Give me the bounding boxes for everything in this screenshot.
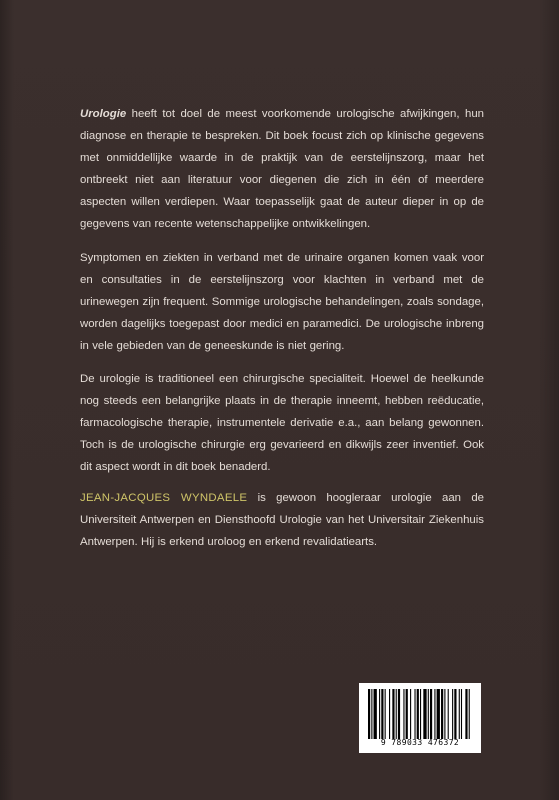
- barcode-bar: [420, 689, 421, 739]
- barcode-bar: [454, 689, 456, 739]
- barcode-bar: [434, 689, 435, 739]
- barcode-bar: [381, 689, 383, 739]
- barcode-bar: [417, 689, 419, 739]
- barcode-bar: [461, 689, 462, 739]
- barcode-panel: [359, 683, 481, 753]
- barcode-bar: [385, 689, 386, 739]
- author-bio-paragraph: [80, 487, 484, 553]
- barcode-bar: [430, 689, 432, 739]
- barcode-bar: [448, 689, 449, 739]
- book-title: Urologie: [80, 108, 127, 120]
- barcode-bar: [379, 689, 380, 739]
- author-name: JEAN-JACQUES WYNDAELE: [80, 492, 248, 504]
- barcode-bar: [410, 689, 411, 739]
- barcode-bar: [459, 689, 460, 739]
- barcode-bar: [371, 689, 372, 739]
- barcode-bar: [392, 689, 394, 739]
- barcode-bar: [437, 689, 440, 739]
- barcode-bar: [452, 689, 453, 739]
- barcode-bar: [423, 689, 426, 739]
- barcode-bar: [465, 689, 467, 739]
- surgery-paragraph: De urologie is traditioneel een chirurgische specialiteit. Hoewel de heelkunde nog steeds een belangrijke plaats in de therapie inneemt, hebben reëducatie, farmacologische therapie, instrumentele derivatie e.a., aan belang gewonnen. Toch is de urologische chirurgie erg gevarieerd en dikwijls zeer inventief. Ook dit aspect wordt in dit boek benaderd.: [80, 373, 484, 473]
- barcode-bar: [396, 689, 397, 739]
- barcode-bar: [469, 689, 470, 739]
- author-bio-text: is gewoon hoogleraar urologie aan de Universiteit Antwerpen en Diensthoofd Urologie van het Universitair Ziekenhuis Antwerpen. Hij is erkend uroloog en erkend revalidatiearts.: [80, 492, 484, 548]
- barcode-icon: [368, 689, 472, 739]
- barcode-bar: [368, 689, 370, 739]
- barcode-bar: [406, 689, 408, 739]
- barcode-bar: [428, 689, 429, 739]
- barcode-bar: [389, 689, 390, 739]
- barcode-bar: [403, 689, 404, 739]
- symptoms-paragraph: Symptomen en ziekten in verband met de urinaire organen komen vaak voor en consultaties in de eerstelijnszorg voor klachten in verband met de urinewegen zijn frequent. Sommige urologische behandelingen, zoals sondage, worden dagelijks toegepast door medici en paramedici. De urologische inbreng in vele gebieden van de geneeskunde is niet gering.: [80, 252, 484, 352]
- barcode-bar: [444, 689, 445, 739]
- barcode-bar: [374, 689, 377, 739]
- barcode-bar: [414, 689, 415, 739]
- intro-text: heeft tot doel de meest voorkomende urologische afwijkingen, hun diagnose en therapie te bespreken. Dit boek focust zich op klinische gegevens met onmiddellijke waarde in de praktijk van de eerstelijnszorg, maar het ontbreekt niet aan literatuur voor diegenen die zich in één of meerdere aspecten willen verdiepen. Waar toepasselijk gaat de auteur dieper in op de gegevens van recente wetenschappelijke ontwikkelingen.: [80, 108, 484, 230]
- isbn-digits: 9 789033 476372: [380, 738, 460, 747]
- barcode-bar: [398, 689, 400, 739]
- barcode-bar: [441, 689, 443, 739]
- intro-paragraph: [80, 103, 484, 235]
